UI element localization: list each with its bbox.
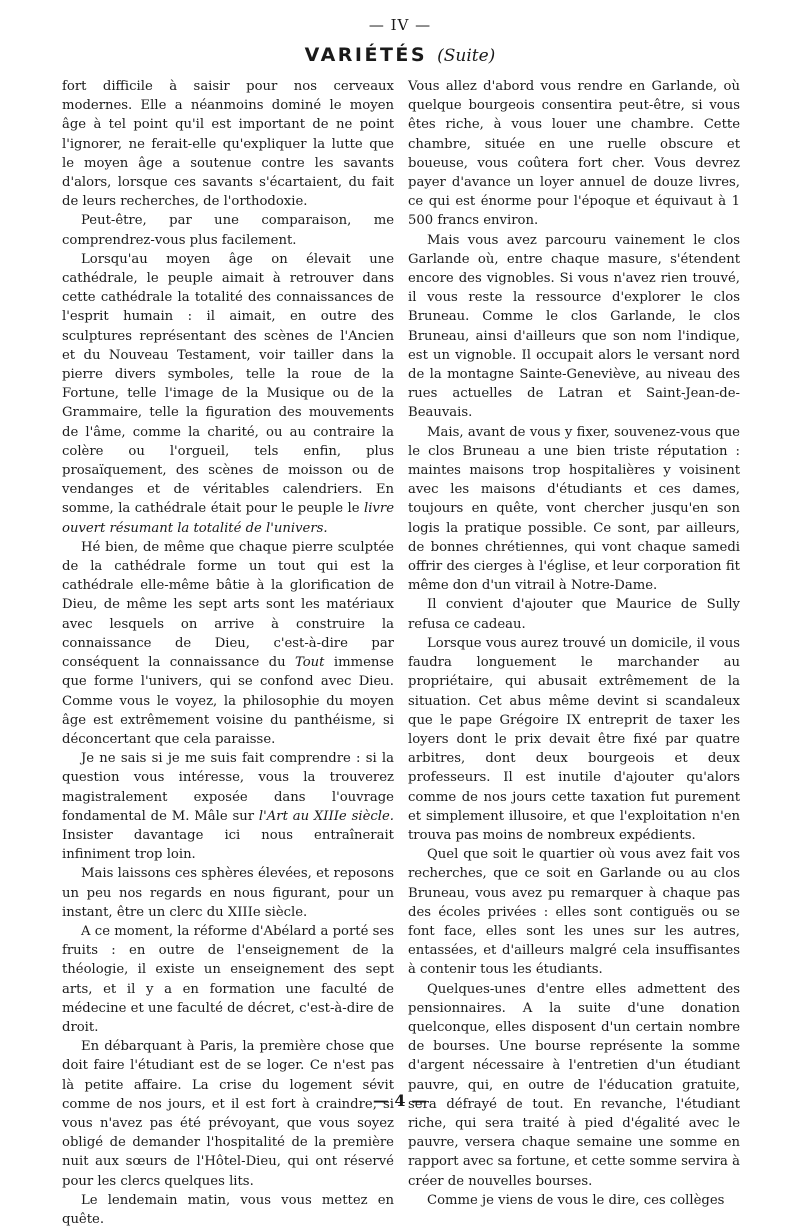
paragraph-text: Hé bien, de même que chaque pierre sculptée de la cathédrale forme un tout qui est la cathédrale elle-même bâtie à la glorification de Dieu, de même les sept arts sont les matériaux avec lesquels on arrive à construire la connaissance de Dieu, c'est-à-dire par conséquent la connaissance du (62, 539, 394, 671)
paragraph (62, 250, 394, 538)
right-column (408, 77, 740, 1210)
paragraph: Mais vous avez parcouru vainement le clos Garlande où, entre chaque masure, s'étendent encore des vignobles. Si vous n'avez rien trouvé, il vous reste la ressource d'explorer le clos Bruneau. Comme le clos Garlande, le clos Bruneau, ainsi d'ailleurs que son nom l'indique, est un vignoble. Il occupait alors le versant nord de la montagne Sainte-Geneviève, au niveau des rues actuelles de Latran et Saint-Jean-de-Beauvais. (408, 232, 740, 421)
left-column (62, 77, 394, 1229)
italic-word: Tout (294, 655, 325, 671)
paragraph-text: immense que forme l'univers, qui se confond avec Dieu. Comme vous le voyez, la philosophie du moyen âge est extrêmement voisine du panthéisme, si déconcertant que cela paraisse. (62, 655, 394, 747)
paragraph: Comme je viens de vous le dire, ces collèges (427, 1192, 725, 1208)
book-title: l'Art au XIIIe siècle. (258, 808, 394, 824)
paragraph-text: Je ne sais si je me suis fait comprendre : si la question vous intéresse, vous la trouverez magistralement exposée dans l'ouvrage fondamental de M. Mâle sur (62, 751, 394, 824)
heading-title: VARIÉTÉS (304, 44, 428, 66)
paragraph: Lorsque vous aurez trouvé un domicile, il vous faudra longuement le marchander au propriétaire, qui abusait extrêmement de la situation. Cet abus même devint si scandaleux que le pape Grégoire IX entreprit de taxer les loyers dont le prix devait être fixé par quatre arbitres, dont deux bourgeois et deux professeurs. Il est inutile d'ajouter qu'alors comme de nos jours cette taxation fut purement et simplement illusoire, et que l'exploitation n'en trouva pas moins de nombreux expédients. (408, 635, 740, 843)
paragraph-text: Insister davantage ici nous entraînerait infiniment trop loin. (62, 827, 394, 863)
paragraph (62, 749, 394, 864)
paragraph: Peut-être, par une comparaison, me comprendrez-vous plus facilement. (62, 213, 394, 248)
page-number: — 4 — (372, 1091, 428, 1110)
paragraph: Le lendemain matin, vous vous mettez en quête. (62, 1192, 394, 1227)
paragraph: Mais laissons ces sphères élevées, et reposons un peu nos regards en nous figurant, pour un instant, être un clerc du XIIIe siècle. (62, 866, 394, 920)
paragraph: Mais, avant de vous y fixer, souvenez-vous que le clos Bruneau a une bien triste réputation : maintes maisons trop hospitalières y voisinent avec les maisons d'étudiants et ces dames, toujours en quête, vont chercher jusqu'en son logis la pratique possible. Ce sont, par ailleurs, de bonnes chrétiennes, qui vont chaque samedi offrir des cierges à l'église, et leur corporation fit même don d'un vitrail à Notre-Dame. (408, 424, 740, 594)
heading-suffix: (Suite) (437, 46, 496, 66)
paragraph: A ce moment, la réforme d'Abélard a porté ses fruits : en outre de l'enseignement de la théologie, il existe un enseignement des sept arts, et il y a en formation une faculté de médecine et une faculté de décret, c'est-à-dire de droit. (62, 923, 394, 1035)
paragraph: Il convient d'ajouter que Maurice de Sully refusa ce cadeau. (408, 597, 740, 632)
section-heading (0, 44, 800, 66)
paragraph: Vous allez d'abord vous rendre en Garlande, où quelque bourgeois consentira peut-être, si vous êtes riche, à vous louer une chambre. Cette chambre, située en une ruelle obscure et boueuse, vous coûtera fort cher. Vous devrez payer d'avance un loyer annuel de douze livres, ce qui est énorme pour l'époque et équivaut à 1 500 francs environ. (408, 79, 740, 229)
roman-page-number: — IV — (368, 16, 432, 34)
paragraph-text: Lorsqu'au moyen âge on élevait une cathédrale, le peuple aimait à retrouver dans cette cathédrale la totalité des connaissances de l'esprit humain : il aimait, en outre des sculptures représentant des scènes de l'Ancien et du Nouveau Testament, voir tailler dans la pierre divers symboles, telle la roue de la Fortune, telle l'image de la Musique ou de la Grammaire, telle la figuration des mouvements de l'âme, comme la charité, ou au contraire la colère ou l'orgueil, tels enfin, plus prosaïquement, des scènes de moisson ou de vendanges et de véritables calendriers. En somme, la cathédrale était pour le peuple le (62, 251, 394, 517)
paragraph: Quelques-unes d'entre elles admettent des pensionnaires. A la suite d'une donation quelconque, elles disposent d'un certain nombre de bourses. Une bourse représente la somme d'argent nécessaire à l'entretien d'un étudiant pauvre, qui, en outre de l'éducation gratuite, sera défrayé de tout. En revanche, l'étudiant riche, qui sera traité à pied d'égalité avec le pauvre, versera chaque semaine une somme en rapport avec sa fortune, et cette somme servira à créer de nouvelles bourses. (408, 981, 740, 1189)
paragraph (62, 538, 394, 749)
paragraph: Quel que soit le quartier où vous avez fait vos recherches, que ce soit en Garlande ou au clos Bruneau, vous avez pu remarquer à chaque pas des écoles privées : elles sont contiguës ou se font face, elles sont les unes sur les autres, entassées, et d'ailleurs malgré cela insuffisantes à contenir tous les étudiants. (408, 847, 740, 978)
italic-phrase: livre ouvert résumant la totalité de l'univers. (62, 501, 394, 536)
paragraph: En débarquant à Paris, la première chose que doit faire l'étudiant est de se loger. Ce n'est pas là petite affaire. La crise du logement sévit comme de nos jours, et il est fort à craindre, si vous n'avez pas été prévoyant, que vous soyez obligé de demander l'hospitalité de la première nuit aux sœurs de l'Hôtel-Dieu, qui ont réservé pour les clercs quelques lits. (62, 1039, 394, 1189)
paragraph: fort difficile à saisir pour nos cerveaux modernes. Elle a néanmoins dominé le moyen âge à tel point qu'il est important de ne point l'ignorer, ne ferait-elle qu'expliquer la lutte que le moyen âge a soutenue contre les savants d'alors, lorsque ces savants s'écartaient, du fait de leurs recherches, de l'orthodoxie. (62, 79, 394, 210)
